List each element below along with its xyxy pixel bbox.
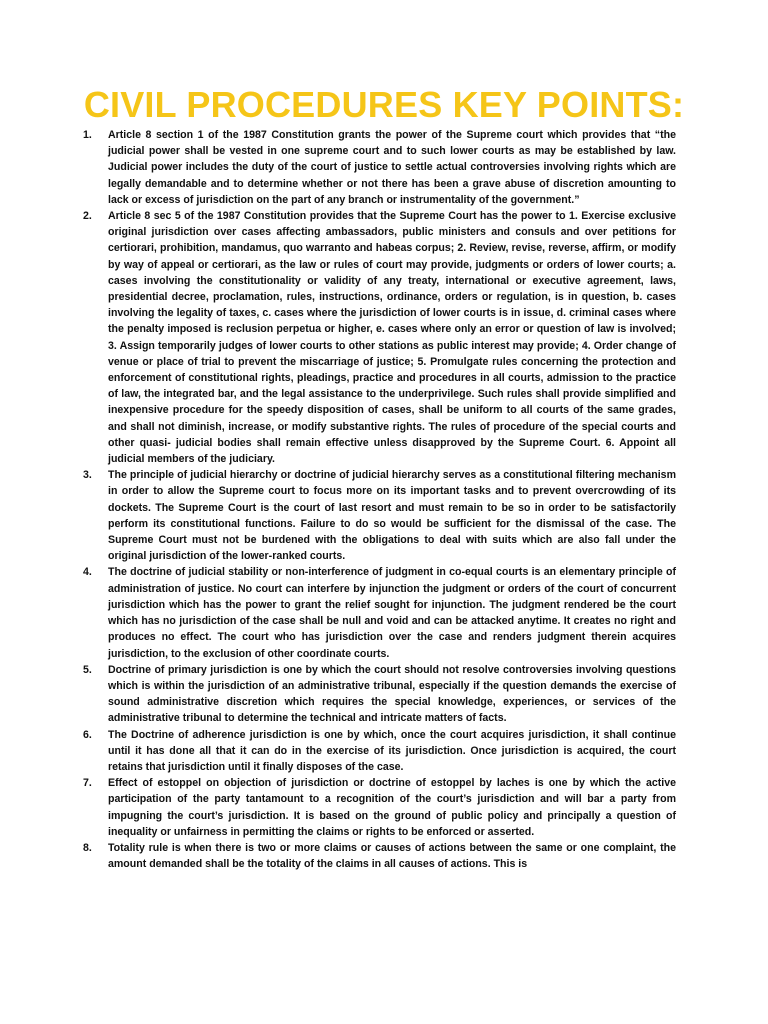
list-item-number: 8.: [83, 841, 92, 854]
list-item-number: 6.: [83, 728, 92, 741]
list-item: [83, 662, 676, 727]
list-item: [83, 564, 676, 661]
list-item-text: Totality rule is when there is two or more claims or causes of actions between the same or one complaint, the amount demanded shall be the totality of the claims in all causes of actions. This is: [108, 841, 676, 871]
key-points-list: [83, 127, 676, 872]
list-item-number: 2.: [83, 210, 92, 223]
list-item: [83, 840, 676, 872]
list-item: [83, 467, 676, 564]
list-item-number: 1.: [83, 129, 92, 141]
list-item: [83, 727, 676, 776]
page-title: CIVIL PROCEDURES KEY POINTS:: [83, 84, 685, 125]
list-item: [83, 127, 676, 208]
list-item-text: Effect of estoppel on objection of jurisdiction or doctrine of estoppel by laches is one by which the active participation of the party tantamount to a recognition of the court’s jurisdiction and will bar a party from impugning the court’s jurisdiction. It is based on the ground of public policy and principally a question of inequality or unfairness in permitting the claims or rights to be enforced or asserted.: [108, 777, 676, 838]
list-item-number: 3.: [83, 469, 92, 482]
list-item: [83, 208, 676, 467]
list-item-number: 7.: [83, 777, 92, 790]
list-item-number: 4.: [83, 566, 92, 579]
list-item: [83, 775, 676, 840]
list-item-number: 5.: [83, 663, 92, 676]
list-item-text: The principle of judicial hierarchy or doctrine of judicial hierarchy serves as a constitutional filtering mechanism in order to allow the Supreme court to focus more on its important tasks and to prevent overcrowding of its dockets. The Supreme Court is the court of last resort and must remain to be so in order to be satisfactorily perform its constitutional functions. Failure to do so would be sufficient for the dismissal of the case. The Supreme Court must not be burdened with the obligations to deal with suits which are also fall under the original jurisdiction of the lower-ranked courts.: [108, 469, 676, 563]
list-item-text: The doctrine of judicial stability or non-interference of judgment in co-equal courts is an elementary principle of administration of justice. No court can interfere by injunction the judgment or orders of the court of concurrent jurisdiction which has the power to grant the relief sought for injunction. The judgment rendered be the court which has no jurisdiction of the case shall be null and void and can be attacked anytime. It creates no right and produces no effect. The court who has jurisdiction over the case and renders judgment therein acquires jurisdiction, to the exclusion of other coordinate courts.: [108, 566, 676, 660]
list-item-text: Doctrine of primary jurisdiction is one by which the court should not resolve controversies involving questions which is within the jurisdiction of an administrative tribunal, especially if the question demands the exercise of sound administrative discretion which requires the special knowledge, experiences, or services of the administrative tribunal to determine the technical and intricate matters of facts.: [108, 663, 676, 725]
list-item-text: The Doctrine of adherence jurisdiction is one by which, once the court acquires jurisdiction, it shall continue until it has done all that it can do in the exercise of its jurisdiction. Once jurisdiction is acquired, the court retains that jurisdiction until it finally disposes of the case.: [108, 728, 676, 773]
list-item-text: Article 8 section 1 of the 1987 Constitution grants the power of the Supreme court which provides that “the judicial power shall be vested in one supreme court and to such lower courts as may be established by law. Judicial power includes the duty of the court of justice to settle actual controversies involving rights which are legally demandable and to determine whether or not there has been a grave abuse of discretion amounting to lack or excess of jurisdiction on the part of any branch or instrumentality of the government.”: [108, 129, 676, 206]
list-item-text: Article 8 sec 5 of the 1987 Constitution provides that the Supreme Court has the power to 1. Exercise exclusive original jurisdiction over cases affecting ambassadors, public ministers and consuls and over petitions for certiorari, prohibition, mandamus, quo warranto and habeas corpus; 2. Review, revise, reverse, affirm, or modify by way of appeal or certiorari, as the law or rules of court may provide, judgments or orders of lower courts; a. cases involving the constitutionality or validity of any treaty, international or executive agreement, laws, presidential decree, proclamation, rules, instructions, ordinance, orders or regulation, is in question, b. cases involving the legality of taxes, c. cases where the jurisdiction of lower courts is in issue, d. criminal cases where the penalty imposed is reclusion perpetua or higher, e. cases where only an error or question of law is involved; 3. Assign temporarily judges of lower courts to other stations as public interest may provide; 4. Order change of venue or place of trial to prevent the miscarriage of justice; 5. Promulgate rules concerning the protection and enforcement of constitutional rights, pleadings, practice and procedures in all courts, admission to the practice of law, the integrated bar, and the legal assistance to the underprivilege. Such rules shall provide simplified and inexpensive procedure for the speedy disposition of cases, shall be uniform to all courts of the same grades, and shall not diminish, increase, or modify substantive rights. The rules of procedure of the special courts and other quasi- judicial bodies shall remain effective unless disapproved by the Supreme Court. 6. Appoint all judicial members of the judiciary.: [108, 210, 676, 466]
